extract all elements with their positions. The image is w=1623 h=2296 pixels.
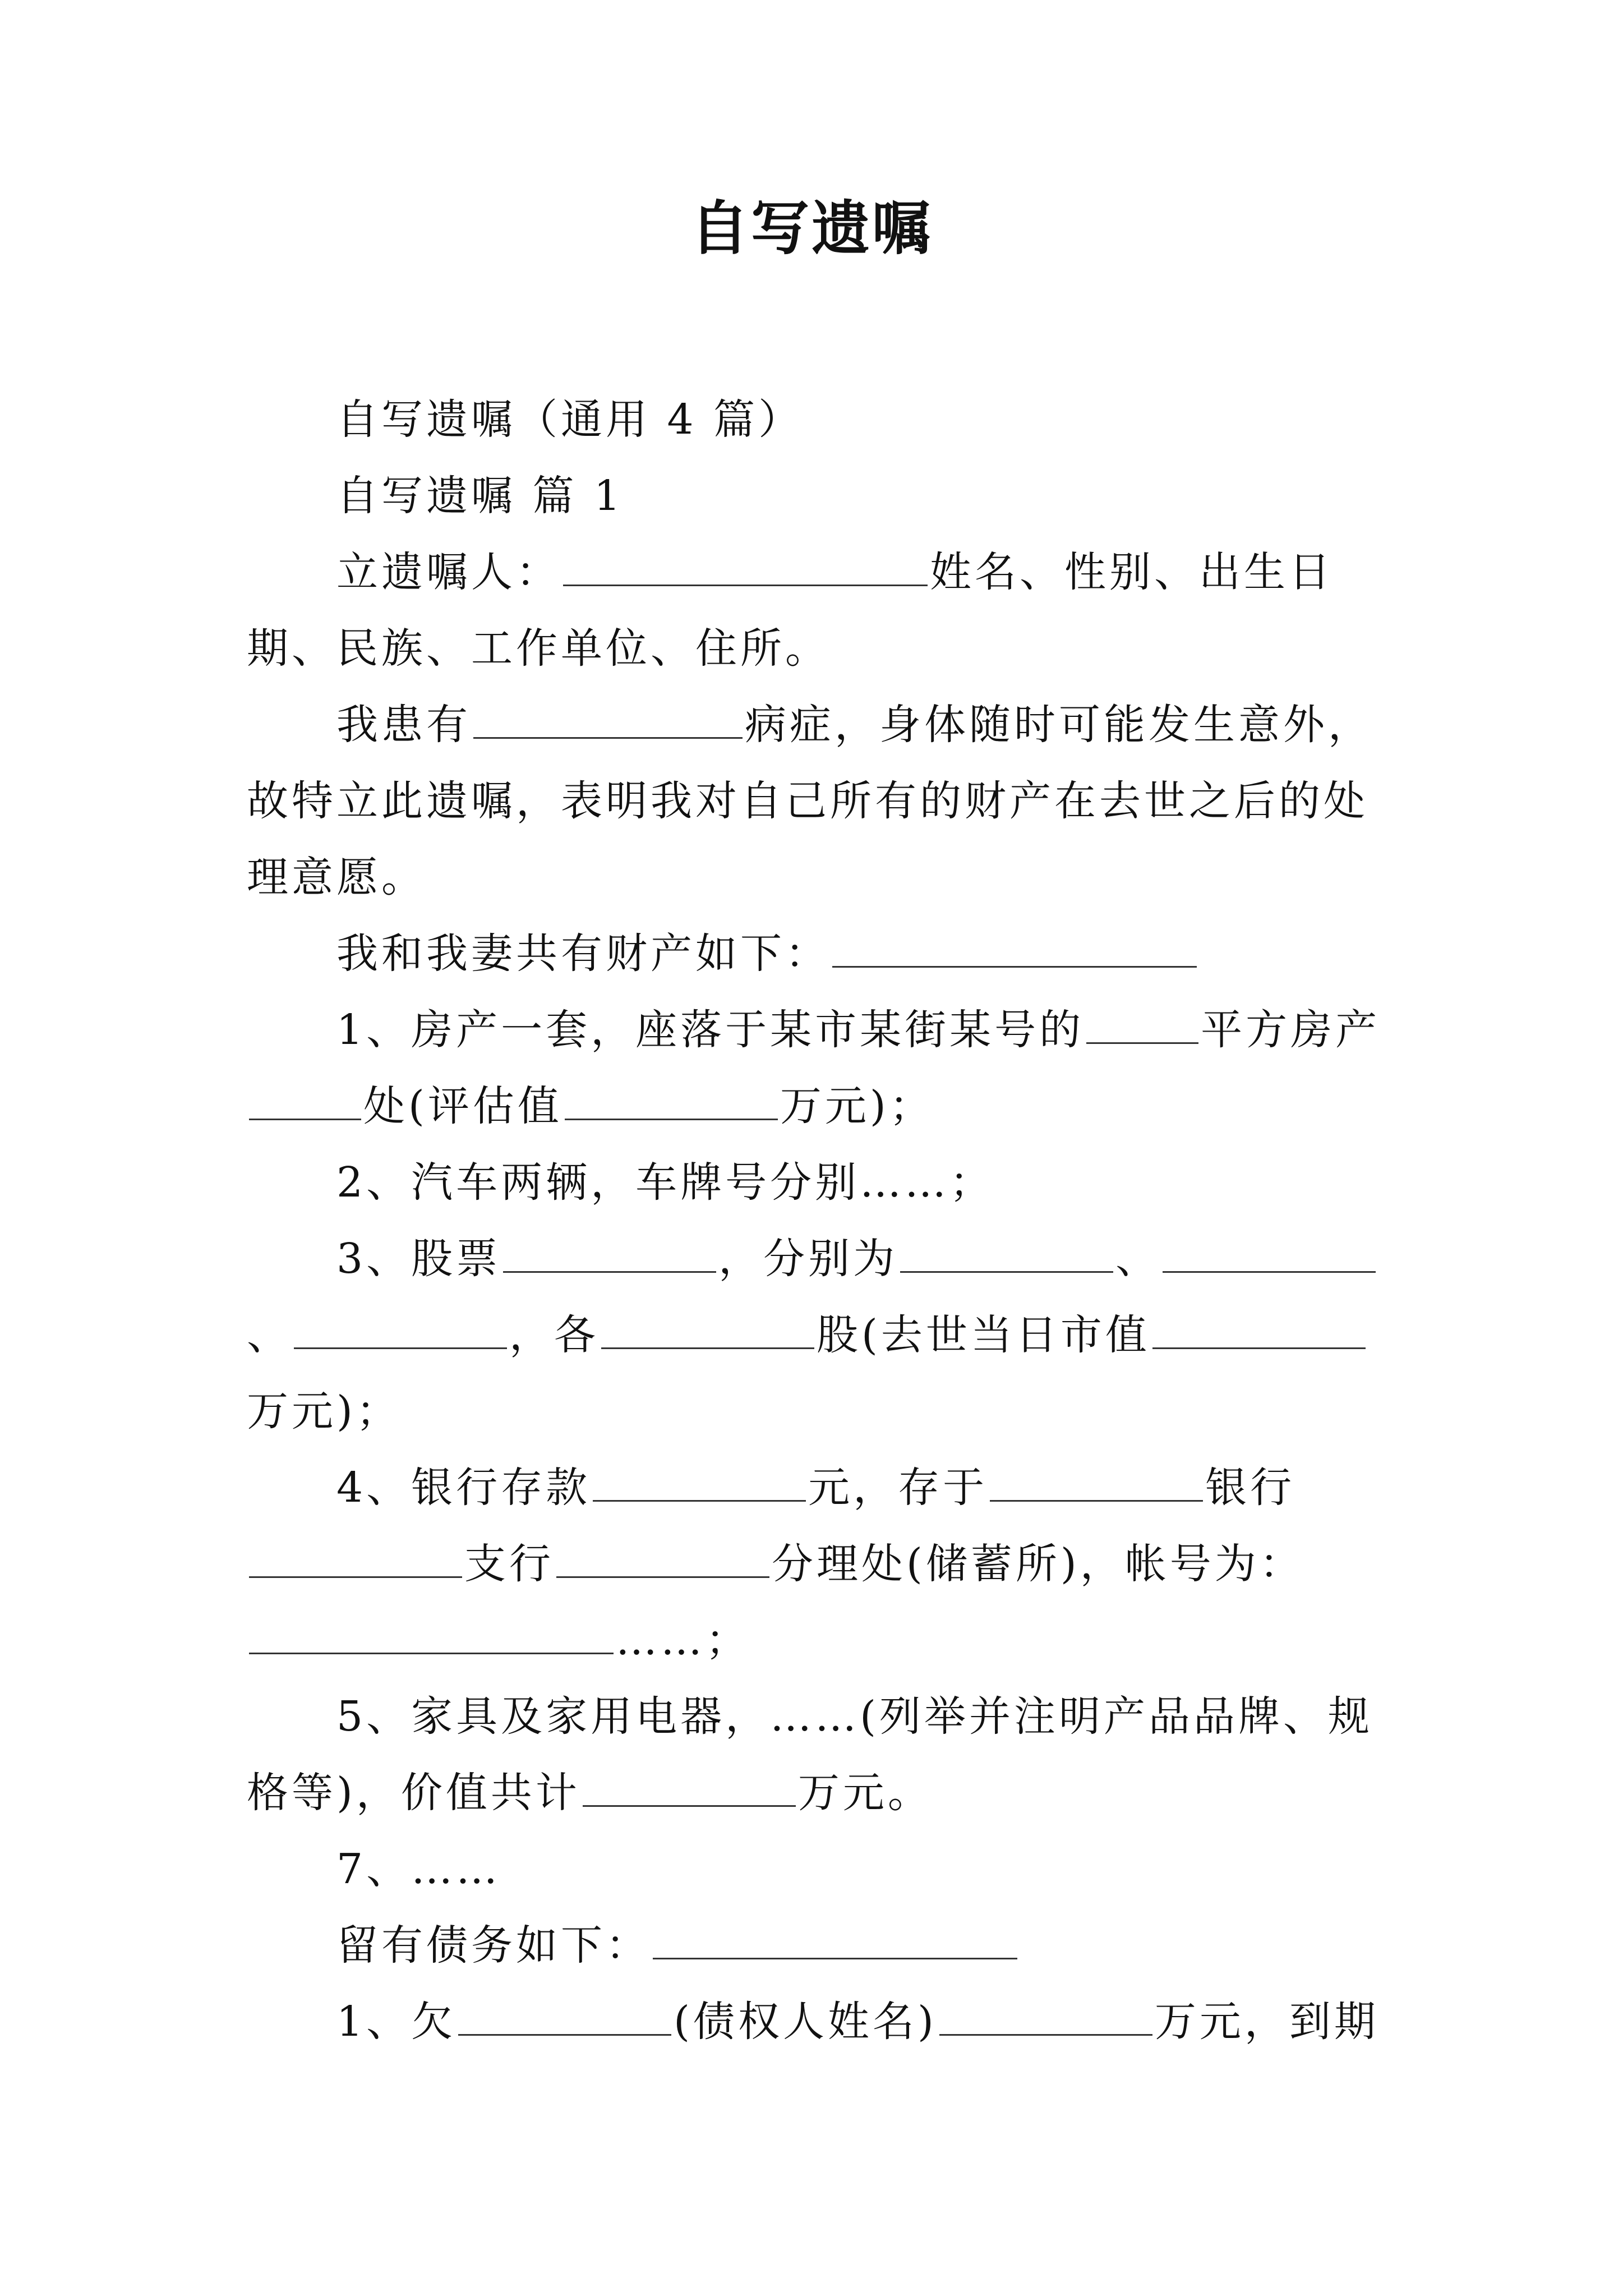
document-body	[247, 381, 1396, 2060]
fill-in-blank	[593, 1458, 806, 1502]
text-segment: 1、欠	[336, 1998, 457, 2046]
text-segment: 留有债务如下：	[336, 1921, 651, 1970]
fill-in-blank	[294, 1306, 507, 1349]
text-segment: (债权人姓名)	[674, 1998, 937, 2046]
text-segment: ，各	[509, 1311, 599, 1359]
text-segment: 、	[247, 1311, 292, 1359]
paragraph-testator	[247, 534, 1396, 687]
fill-in-blank	[249, 1611, 614, 1654]
fill-in-blank	[900, 1230, 1113, 1273]
text-segment: 我和我妻共有财产如下：	[336, 930, 830, 978]
text-segment: 5、家具及家用电器，……(列举并注明产品品牌、规格等)，价值共计	[247, 1692, 1373, 1817]
text-segment: 自写遗嘱 篇 1	[336, 472, 624, 520]
fill-in-blank	[556, 1535, 769, 1578]
fill-in-blank	[939, 1993, 1152, 2036]
text-segment: 处(评估值	[363, 1082, 562, 1130]
fill-in-blank	[563, 543, 928, 586]
text-segment: 2、汽车两辆，车牌号分别……；	[336, 1158, 995, 1207]
paragraph-section-heading	[247, 458, 1396, 534]
text-segment: 自写遗嘱（通用 4 篇）	[336, 395, 804, 444]
text-segment: ，分别为	[718, 1235, 898, 1283]
text-segment: 7、……	[336, 1845, 501, 1893]
fill-in-blank	[601, 1306, 814, 1349]
fill-in-blank	[1086, 1001, 1198, 1044]
text-segment: 股(去世当日市值	[817, 1311, 1150, 1359]
text-segment: 万元，到期	[1154, 1998, 1379, 2046]
text-segment: 银行	[1205, 1464, 1295, 1512]
paragraph-joint-property	[247, 915, 1396, 992]
fill-in-blank	[473, 696, 743, 739]
fill-in-blank	[249, 1535, 462, 1578]
text-segment: 立遗嘱人：	[336, 548, 561, 596]
fill-in-blank	[583, 1764, 796, 1807]
paragraph-debt-item-1	[247, 1984, 1396, 2060]
paragraph-furniture	[247, 1678, 1396, 1831]
text-segment: ……；	[616, 1616, 750, 1664]
text-segment: 病症，身体随时可能发生意外，故特立此遗嘱，表明我对自己所有的财产在去世之后的处理意愿。	[247, 701, 1373, 901]
text-segment: 元，存于	[808, 1464, 988, 1512]
text-segment: 1、房产一套，座落于某市某街某号的	[336, 1006, 1085, 1054]
text-segment: 3、股票	[336, 1235, 501, 1283]
fill-in-blank	[503, 1230, 716, 1273]
fill-in-blank	[249, 1077, 361, 1120]
fill-in-blank	[990, 1458, 1203, 1502]
text-segment: 4、银行存款	[336, 1464, 591, 1512]
fill-in-blank	[458, 1993, 671, 2036]
text-segment: 、	[1115, 1235, 1161, 1283]
text-segment: 万元)；	[780, 1082, 934, 1130]
text-segment: 平方房产	[1201, 1006, 1381, 1054]
fill-in-blank	[653, 1916, 1017, 1959]
paragraph-bank-deposit	[247, 1450, 1396, 1678]
text-segment: 分理处(储蓄所)，帐号为：	[772, 1540, 1304, 1588]
paragraph-cars	[247, 1144, 1396, 1221]
text-segment: 支行	[464, 1540, 554, 1588]
paragraph-real-estate	[247, 992, 1396, 1144]
fill-in-blank	[565, 1077, 778, 1120]
text-segment: 万元。	[797, 1769, 933, 1817]
paragraph-debts	[247, 1907, 1396, 1984]
fill-in-blank	[1152, 1306, 1366, 1349]
text-segment: 我患有	[336, 701, 471, 749]
fill-in-blank	[832, 924, 1197, 968]
fill-in-blank	[1163, 1230, 1376, 1273]
paragraph-item-7	[247, 1831, 1396, 1907]
text-segment: 姓名、性别、出生日期、民族、工作单位、住所。	[247, 548, 1334, 673]
paragraph-subtitle	[247, 381, 1396, 458]
paragraph-illness	[247, 687, 1396, 915]
document-title: 自写遗嘱	[690, 194, 933, 263]
text-segment: 万元)；	[247, 1387, 401, 1435]
paragraph-stocks	[247, 1221, 1396, 1450]
